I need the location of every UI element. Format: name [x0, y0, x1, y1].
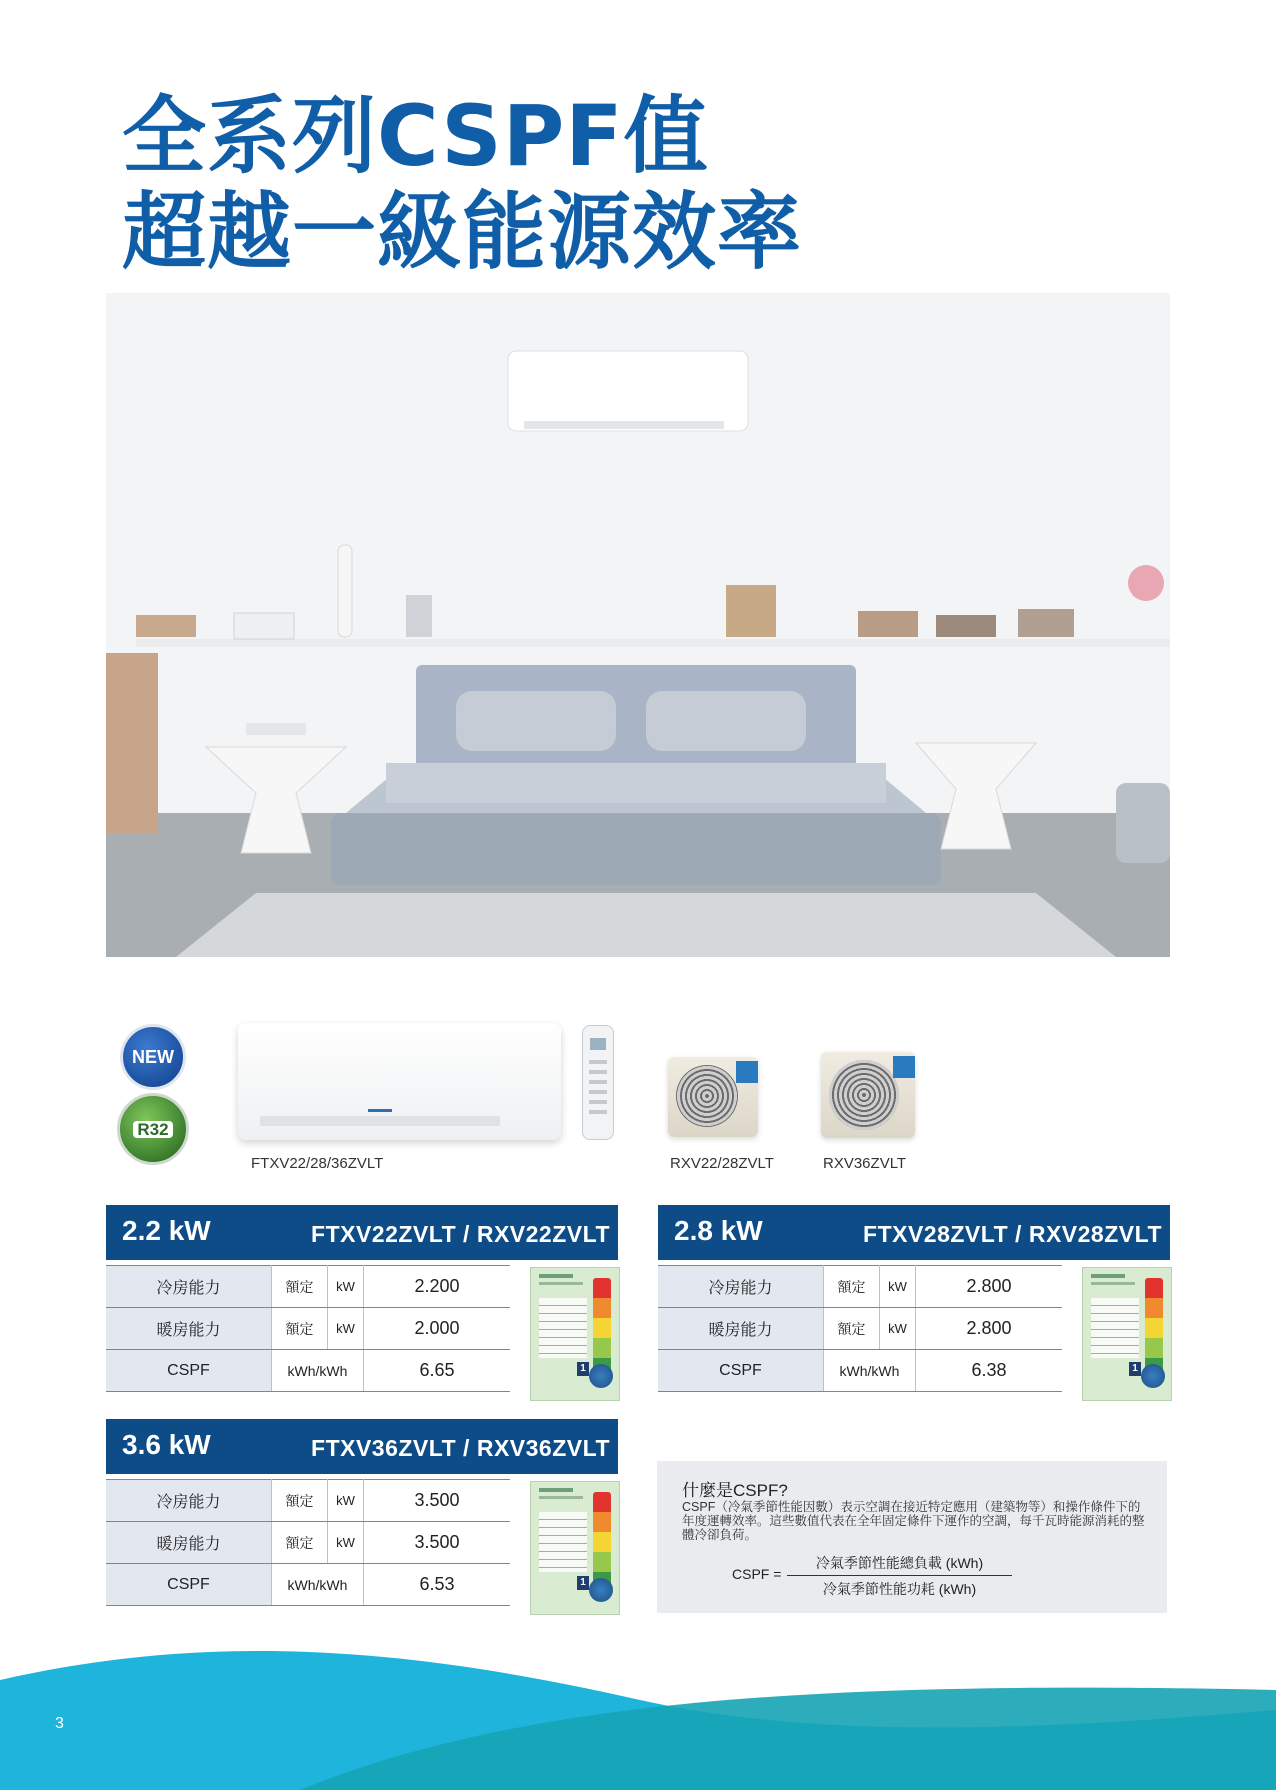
- page-number: 3: [55, 1715, 64, 1732]
- remote-button: [589, 1080, 607, 1084]
- table-row: [106, 1564, 510, 1606]
- row-condition: 額定: [824, 1308, 880, 1350]
- energy-label-image: 1: [530, 1481, 620, 1615]
- new-badge: NEW: [120, 1024, 186, 1090]
- outdoor-large-caption: RXV36ZVLT: [823, 1155, 907, 1172]
- page-title: [122, 88, 802, 280]
- row-unit: kWh/kWh: [272, 1350, 364, 1392]
- fan-grille-icon: [676, 1065, 738, 1127]
- hero-bedroom-image: [106, 293, 1170, 957]
- spec-header: [106, 1205, 618, 1260]
- remote-button: [589, 1060, 607, 1064]
- capacity-heading: 2.2 kW: [122, 1215, 211, 1246]
- table-row: [106, 1308, 510, 1350]
- footer-wave: [0, 1640, 1276, 1790]
- model-name: FTXV28ZVLT / RXV28ZVLT: [863, 1221, 1162, 1247]
- table-row: [658, 1350, 1062, 1392]
- row-value: 6.38: [916, 1350, 1063, 1392]
- row-label: CSPF: [106, 1564, 272, 1606]
- spec-table: [106, 1265, 510, 1392]
- table-row: [106, 1350, 510, 1392]
- row-unit: kW: [328, 1480, 364, 1522]
- row-label: CSPF: [106, 1350, 272, 1392]
- spec-header: [658, 1205, 1170, 1260]
- cspf-formula-numerator: 冷氣季節性能總負載 (kWh): [815, 1555, 984, 1571]
- title-line-1: 全系列CSPF值: [122, 87, 709, 185]
- remote-button: [589, 1100, 607, 1104]
- model-name: FTXV36ZVLT / RXV36ZVLT: [311, 1435, 610, 1461]
- row-unit: kW: [328, 1522, 364, 1564]
- cspf-question: 什麼是CSPF?: [682, 1481, 788, 1500]
- row-label: 暖房能力: [106, 1308, 272, 1350]
- energy-label-image: 1: [1082, 1267, 1172, 1401]
- row-condition: 額定: [272, 1266, 328, 1308]
- spec-header: [106, 1419, 618, 1474]
- model-name: FTXV22ZVLT / RXV22ZVLT: [311, 1221, 610, 1247]
- brand-logo-icon: [893, 1056, 915, 1078]
- table-row: [106, 1480, 510, 1522]
- row-unit: kWh/kWh: [824, 1350, 916, 1392]
- row-unit: kW: [328, 1308, 364, 1350]
- row-value: 2.000: [364, 1308, 511, 1350]
- remote-button: [589, 1070, 607, 1074]
- fraction-bar: [787, 1575, 1012, 1576]
- row-label: 冷房能力: [658, 1266, 824, 1308]
- remote-control-image: [582, 1025, 614, 1140]
- indoor-unit-vent: [260, 1116, 500, 1126]
- row-unit: kW: [880, 1308, 916, 1350]
- outdoor-small-caption: RXV22/28ZVLT: [670, 1155, 774, 1172]
- row-value: 2.200: [364, 1266, 511, 1308]
- row-label: 暖房能力: [106, 1522, 272, 1564]
- remote-button: [589, 1110, 607, 1114]
- row-value: 3.500: [364, 1522, 511, 1564]
- row-label: 暖房能力: [658, 1308, 824, 1350]
- row-condition: 額定: [824, 1266, 880, 1308]
- outdoor-unit-large-image: [821, 1052, 915, 1138]
- row-condition: 額定: [272, 1522, 328, 1564]
- capacity-heading: 2.8 kW: [674, 1215, 763, 1246]
- row-value: 6.65: [364, 1350, 511, 1392]
- row-value: 6.53: [364, 1564, 511, 1606]
- indoor-unit-image: [238, 1023, 561, 1140]
- cspf-description: CSPF（冷氣季節性能因數）表示空調在接近特定應用（建築物等）和操作條件下的年度運轉效率。這些數值代表在全年固定條件下運作的空調，每千瓦時能源消耗的整體冷卻負荷。: [682, 1500, 1145, 1542]
- row-value: 3.500: [364, 1480, 511, 1522]
- remote-button: [589, 1090, 607, 1094]
- row-label: 冷房能力: [106, 1266, 272, 1308]
- table-row: [106, 1522, 510, 1564]
- row-condition: 額定: [272, 1308, 328, 1350]
- row-unit: kW: [880, 1266, 916, 1308]
- cspf-explanation-box: [657, 1461, 1167, 1613]
- row-unit: kW: [328, 1266, 364, 1308]
- outdoor-unit-small-image: [668, 1057, 758, 1137]
- r32-refrigerant-badge: [117, 1093, 189, 1165]
- row-unit: kWh/kWh: [272, 1564, 364, 1606]
- row-condition: 額定: [272, 1480, 328, 1522]
- brand-logo-icon: [736, 1061, 758, 1083]
- table-row: [658, 1308, 1062, 1350]
- table-row: [658, 1266, 1062, 1308]
- title-line-2: 超越一級能源效率: [122, 183, 803, 281]
- capacity-heading: 3.6 kW: [122, 1429, 211, 1460]
- spec-table: [658, 1265, 1062, 1392]
- remote-screen: [590, 1038, 606, 1050]
- indoor-unit-caption: FTXV22/28/36ZVLT: [251, 1155, 384, 1172]
- row-label: CSPF: [658, 1350, 824, 1392]
- r32-label: R32: [133, 1121, 172, 1138]
- row-value: 2.800: [916, 1308, 1063, 1350]
- row-value: 2.800: [916, 1266, 1063, 1308]
- brand-logo-icon: [368, 1109, 392, 1112]
- fan-grille-icon: [829, 1060, 899, 1130]
- cspf-formula-lhs: CSPF =: [732, 1566, 782, 1582]
- spec-table: [106, 1479, 510, 1606]
- cspf-formula-denominator: 冷氣季節性能功耗 (kWh): [822, 1581, 977, 1597]
- energy-label-image: 1: [530, 1267, 620, 1401]
- row-label: 冷房能力: [106, 1480, 272, 1522]
- table-row: [106, 1266, 510, 1308]
